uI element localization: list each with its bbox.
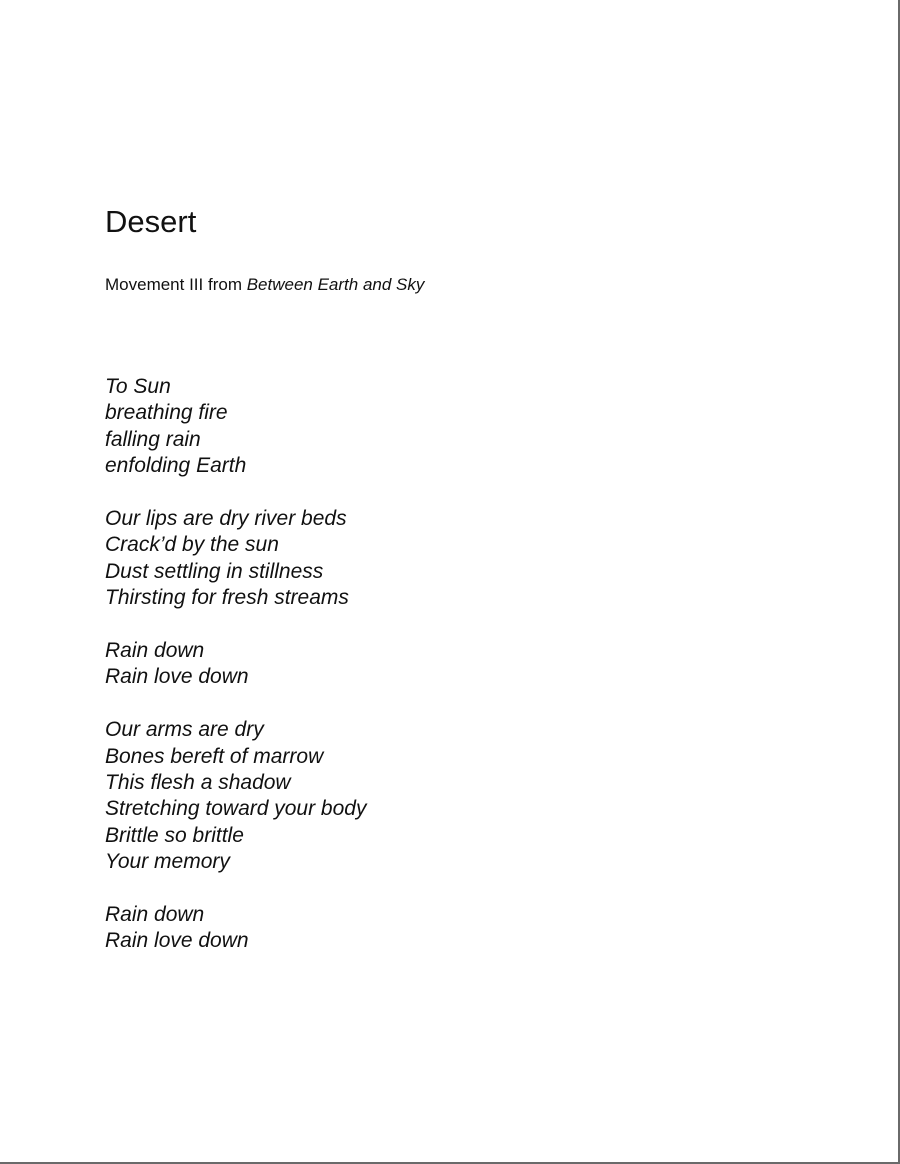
stanza-3 [105, 638, 366, 691]
poem-line: Thirsting for fresh streams [105, 586, 349, 610]
poem-line: To Sun [105, 375, 171, 398]
poem-line: falling rain [105, 427, 201, 451]
poem-line: Rain love down [105, 929, 249, 953]
poem-line: Your memory [105, 850, 230, 874]
stanza-5 [105, 902, 366, 955]
poem-line: breathing fire [105, 401, 228, 425]
page-title: Desert [105, 204, 197, 239]
poem-line: Brittle so brittle [105, 823, 244, 847]
poem-line: Dust settling in stillness [105, 559, 324, 583]
poem-line: Stretching toward your body [105, 797, 367, 821]
poem-line: Rain love down [105, 665, 249, 689]
subtitle-prefix: Movement III from [105, 275, 247, 294]
stanza-1 [105, 374, 366, 480]
subtitle [105, 273, 424, 297]
poem-line: Bones bereft of marrow [105, 744, 324, 768]
subtitle-work-title: Between Earth and Sky [246, 275, 425, 294]
poem-line: Our lips are dry river beds [105, 507, 347, 531]
poem-line: Our arms are dry [105, 718, 264, 742]
poem-line: Rain down [105, 903, 205, 927]
poem-line: enfolding Earth [105, 454, 247, 478]
stanza-4 [105, 717, 366, 875]
poem-line: Crack’d by the sun [105, 533, 279, 557]
poem-body [105, 374, 366, 955]
stanza-2 [105, 506, 366, 612]
poem-line: This flesh a shadow [105, 771, 291, 795]
poem-line: Rain down [105, 639, 205, 663]
